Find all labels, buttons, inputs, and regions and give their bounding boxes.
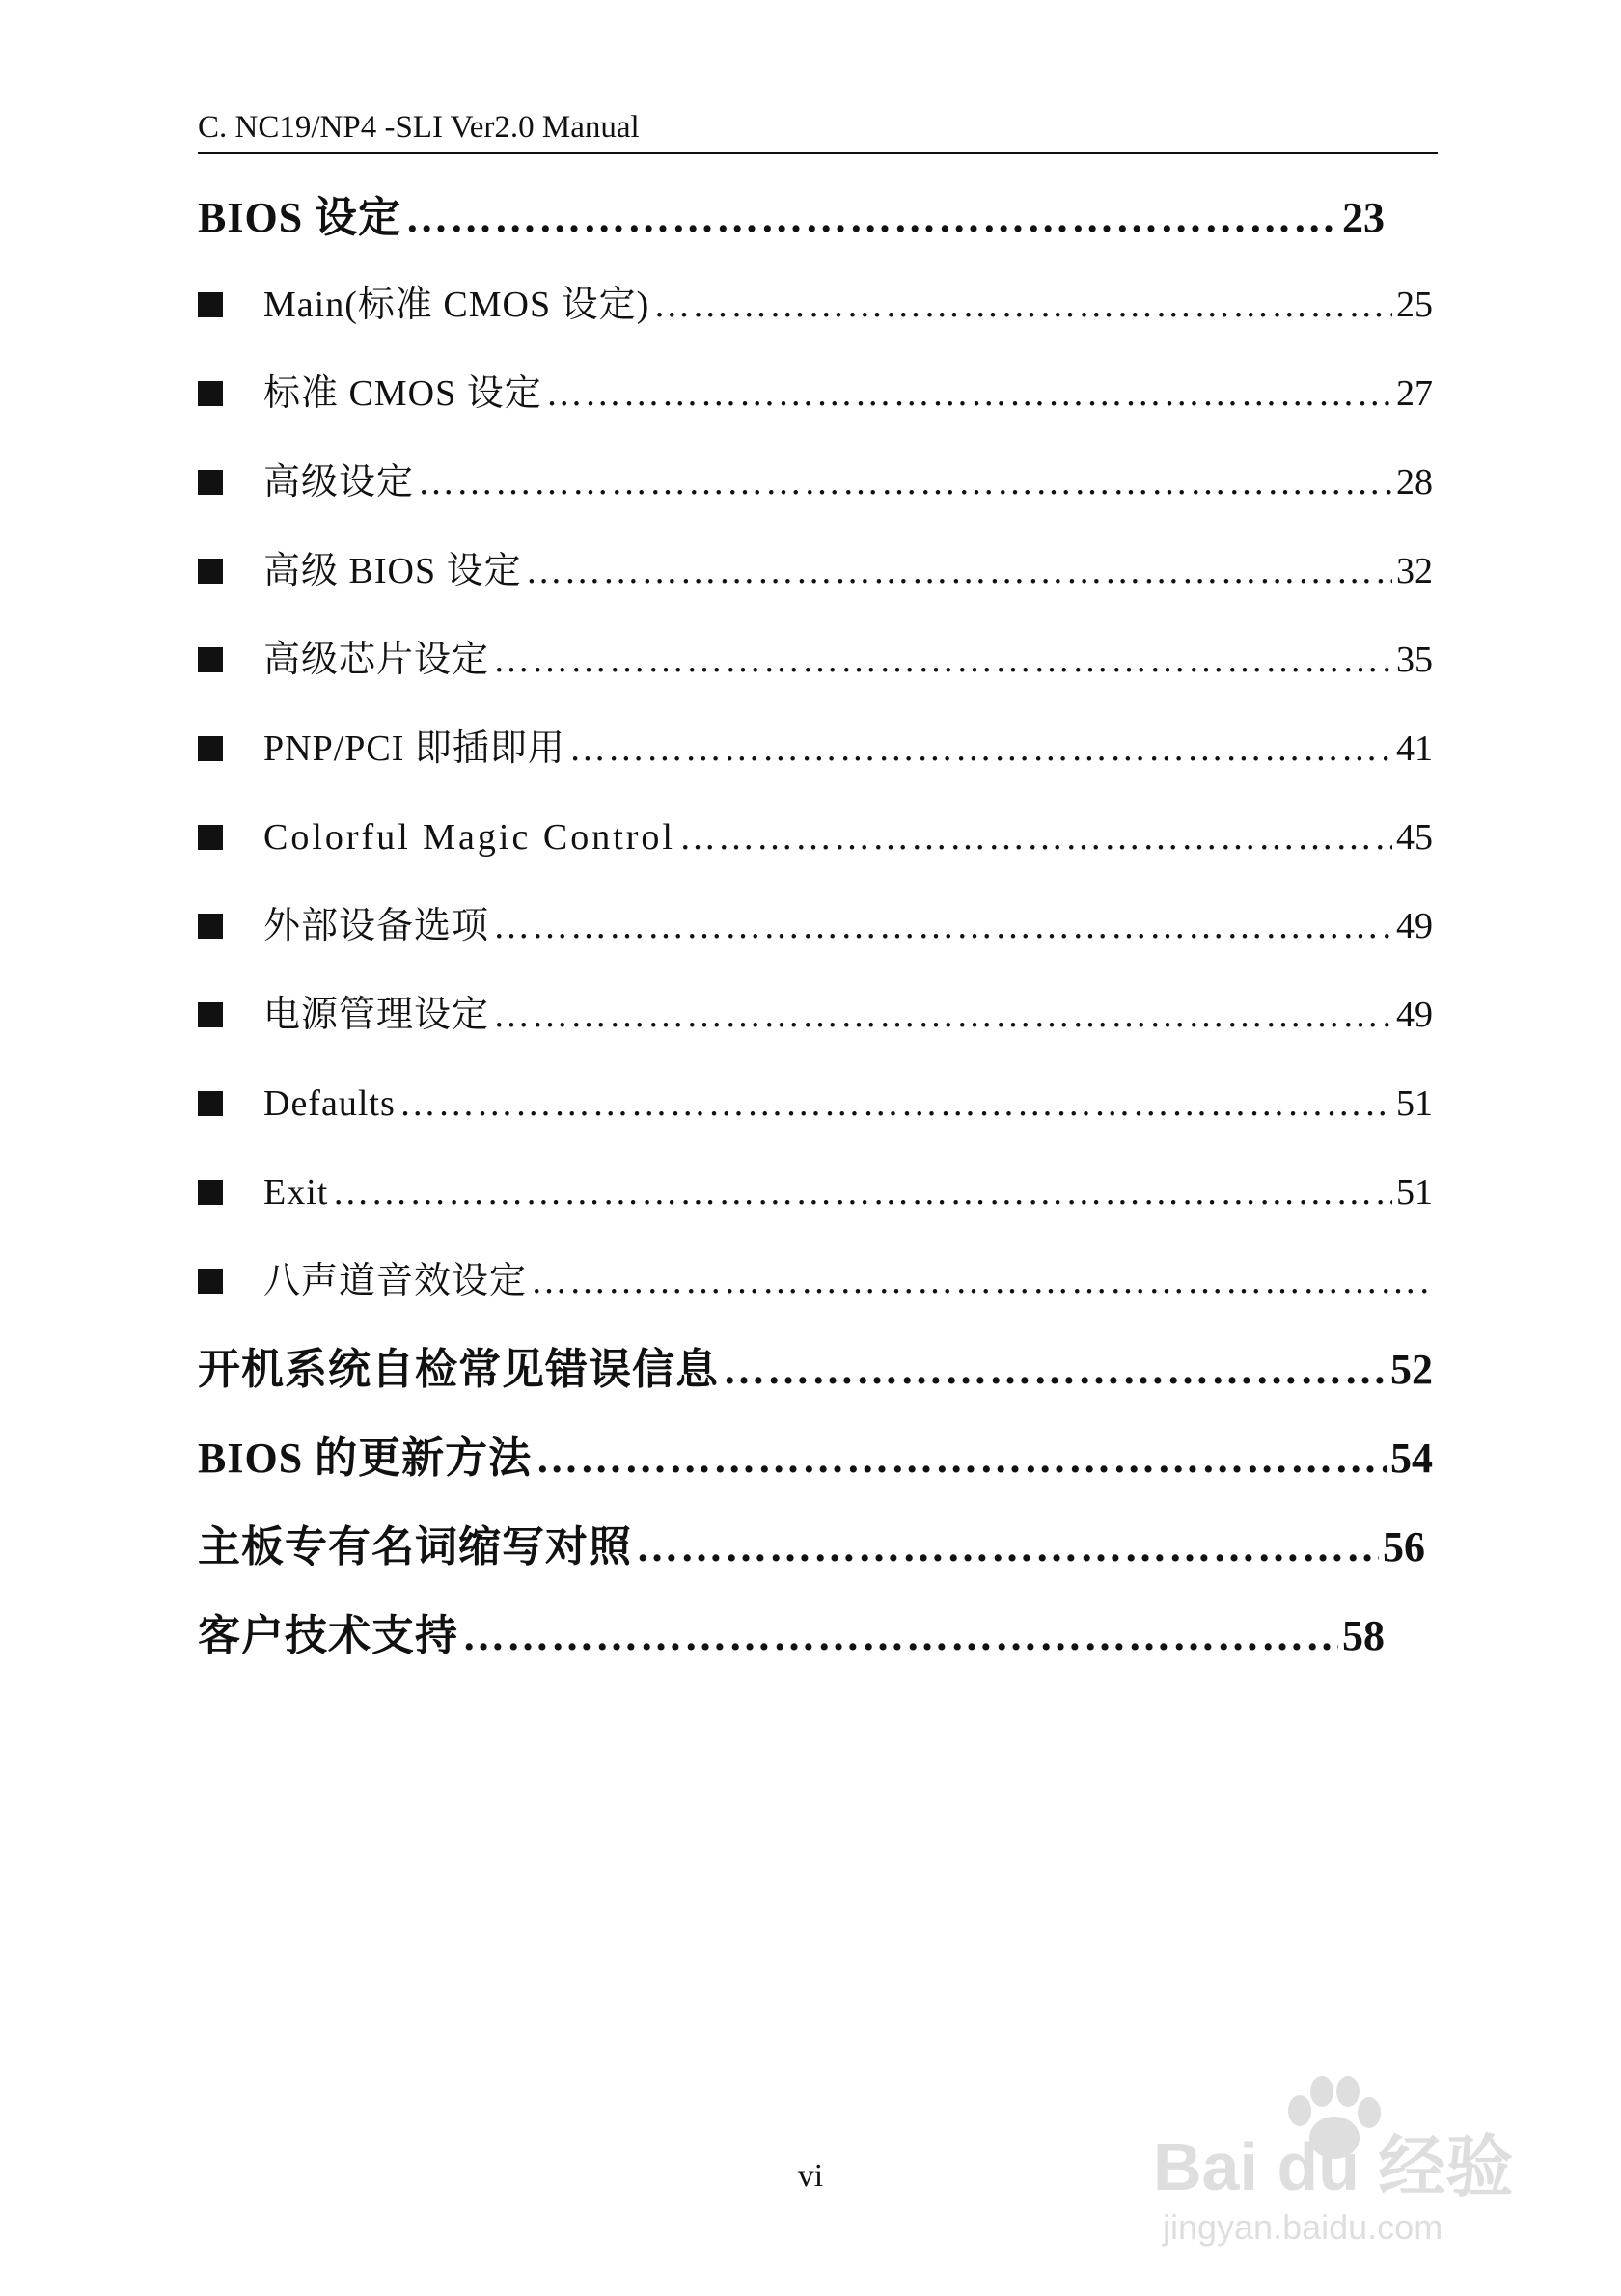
- square-bullet-icon: [198, 1002, 223, 1027]
- toc-entry-defaults[interactable]: [198, 1077, 1433, 1131]
- toc-entry-page: 51: [1396, 1083, 1433, 1124]
- toc-entry-page: 28: [1396, 462, 1433, 503]
- running-header: C. NC19/NP4 -SLI Ver2.0 Manual: [198, 108, 1438, 154]
- dot-leader: [493, 988, 1392, 1042]
- toc-entry-page: 41: [1396, 728, 1433, 769]
- toc-entry-page: 45: [1396, 817, 1433, 858]
- square-bullet-icon: [198, 736, 223, 761]
- toc-entry-advanced-chipset[interactable]: [198, 633, 1433, 687]
- dot-leader: [526, 544, 1392, 598]
- dot-leader: [653, 278, 1392, 332]
- toc-entry-bios-settings[interactable]: [198, 189, 1385, 247]
- toc-entry-post-errors[interactable]: [198, 1341, 1433, 1399]
- square-bullet-icon: [198, 559, 223, 584]
- dot-leader: [462, 1607, 1338, 1665]
- toc-entry-advanced-bios[interactable]: [198, 544, 1433, 598]
- toc-entry-page: 32: [1396, 551, 1433, 591]
- toc-entry-page: 27: [1396, 373, 1433, 414]
- toc-entry-title: Exit: [263, 1172, 329, 1213]
- dot-leader: [636, 1518, 1379, 1576]
- toc-entry-title: Colorful Magic Control: [263, 817, 675, 858]
- square-bullet-icon: [198, 292, 223, 317]
- dot-leader: [493, 633, 1392, 687]
- toc-entry-power-management[interactable]: [198, 988, 1433, 1042]
- dot-leader: [531, 1254, 1429, 1308]
- dot-leader: [493, 899, 1392, 953]
- toc-entry-title: 高级芯片设定: [263, 640, 490, 680]
- toc-entry-page: 35: [1396, 640, 1433, 680]
- toc-entry-main[interactable]: [198, 278, 1433, 332]
- toc-entry-advanced-settings[interactable]: [198, 455, 1433, 509]
- square-bullet-icon: [198, 647, 223, 672]
- toc-entry-title: 外部设备选项: [263, 906, 490, 946]
- toc-entry-colorful-magic-control[interactable]: [198, 810, 1433, 864]
- toc-entry-title: Defaults: [263, 1083, 396, 1124]
- page-number: vi: [797, 2158, 824, 2194]
- toc-entry-title: 电源管理设定: [263, 995, 490, 1035]
- toc-entry-page: 54: [1390, 1435, 1433, 1482]
- square-bullet-icon: [198, 381, 223, 406]
- dot-leader: [536, 1430, 1387, 1488]
- dot-leader: [399, 1077, 1392, 1131]
- toc-entry-title: BIOS 设定: [198, 194, 402, 241]
- square-bullet-icon: [198, 470, 223, 495]
- toc-entry-title: 高级设定: [263, 462, 415, 503]
- toc-entry-exit[interactable]: [198, 1165, 1433, 1219]
- dot-leader: [418, 455, 1392, 509]
- toc-entry-title: 开机系统自检常见错误信息: [198, 1346, 719, 1393]
- toc-entry-page: 52: [1390, 1346, 1433, 1393]
- toc-entry-page: 49: [1396, 906, 1433, 946]
- watermark-logo-text: Bai du 经验: [1153, 2129, 1514, 2204]
- square-bullet-icon: [198, 1091, 223, 1116]
- toc-entry-bios-update[interactable]: [198, 1430, 1433, 1488]
- toc-entry-title: BIOS 的更新方法: [198, 1435, 533, 1482]
- toc-entry-pnp-pci[interactable]: [198, 722, 1433, 776]
- square-bullet-icon: [198, 914, 223, 939]
- dot-leader: [679, 810, 1392, 864]
- toc-entry-standard-cmos[interactable]: [198, 367, 1433, 421]
- toc-entry-8-channel-audio[interactable]: [198, 1254, 1433, 1308]
- square-bullet-icon: [198, 1180, 223, 1205]
- dot-leader: [405, 189, 1338, 247]
- dot-leader: [569, 722, 1392, 776]
- toc-entry-title: PNP/PCI 即插即用: [263, 728, 565, 769]
- dot-leader: [723, 1341, 1387, 1399]
- toc-entry-title: 客户技术支持: [198, 1612, 458, 1659]
- baidu-jingyan-watermark: [1153, 2074, 1558, 2257]
- square-bullet-icon: [198, 825, 223, 850]
- square-bullet-icon: [198, 1269, 223, 1294]
- toc-entry-title: 主板专有名词缩写对照: [198, 1523, 632, 1571]
- toc-entry-title: 八声道音效设定: [263, 1261, 528, 1301]
- toc-entry-page: 23: [1342, 194, 1385, 241]
- dot-leader: [546, 367, 1392, 421]
- toc-entry-glossary[interactable]: [198, 1518, 1425, 1576]
- toc-entry-page: 56: [1383, 1523, 1425, 1571]
- toc-entry-peripherals[interactable]: [198, 899, 1433, 953]
- watermark-url: jingyan.baidu.com: [1163, 2207, 1443, 2247]
- toc-entry-page: 49: [1396, 995, 1433, 1035]
- dot-leader: [332, 1165, 1392, 1219]
- toc-entry-tech-support[interactable]: [198, 1607, 1385, 1665]
- toc-entry-page: 58: [1342, 1612, 1385, 1659]
- toc-entry-page: 25: [1396, 285, 1433, 325]
- toc-entry-title: 标准 CMOS 设定: [263, 373, 542, 414]
- toc-entry-page: 51: [1396, 1172, 1433, 1213]
- toc-entry-title: Main(标准 CMOS 设定): [263, 285, 650, 325]
- toc-entry-title: 高级 BIOS 设定: [263, 551, 522, 591]
